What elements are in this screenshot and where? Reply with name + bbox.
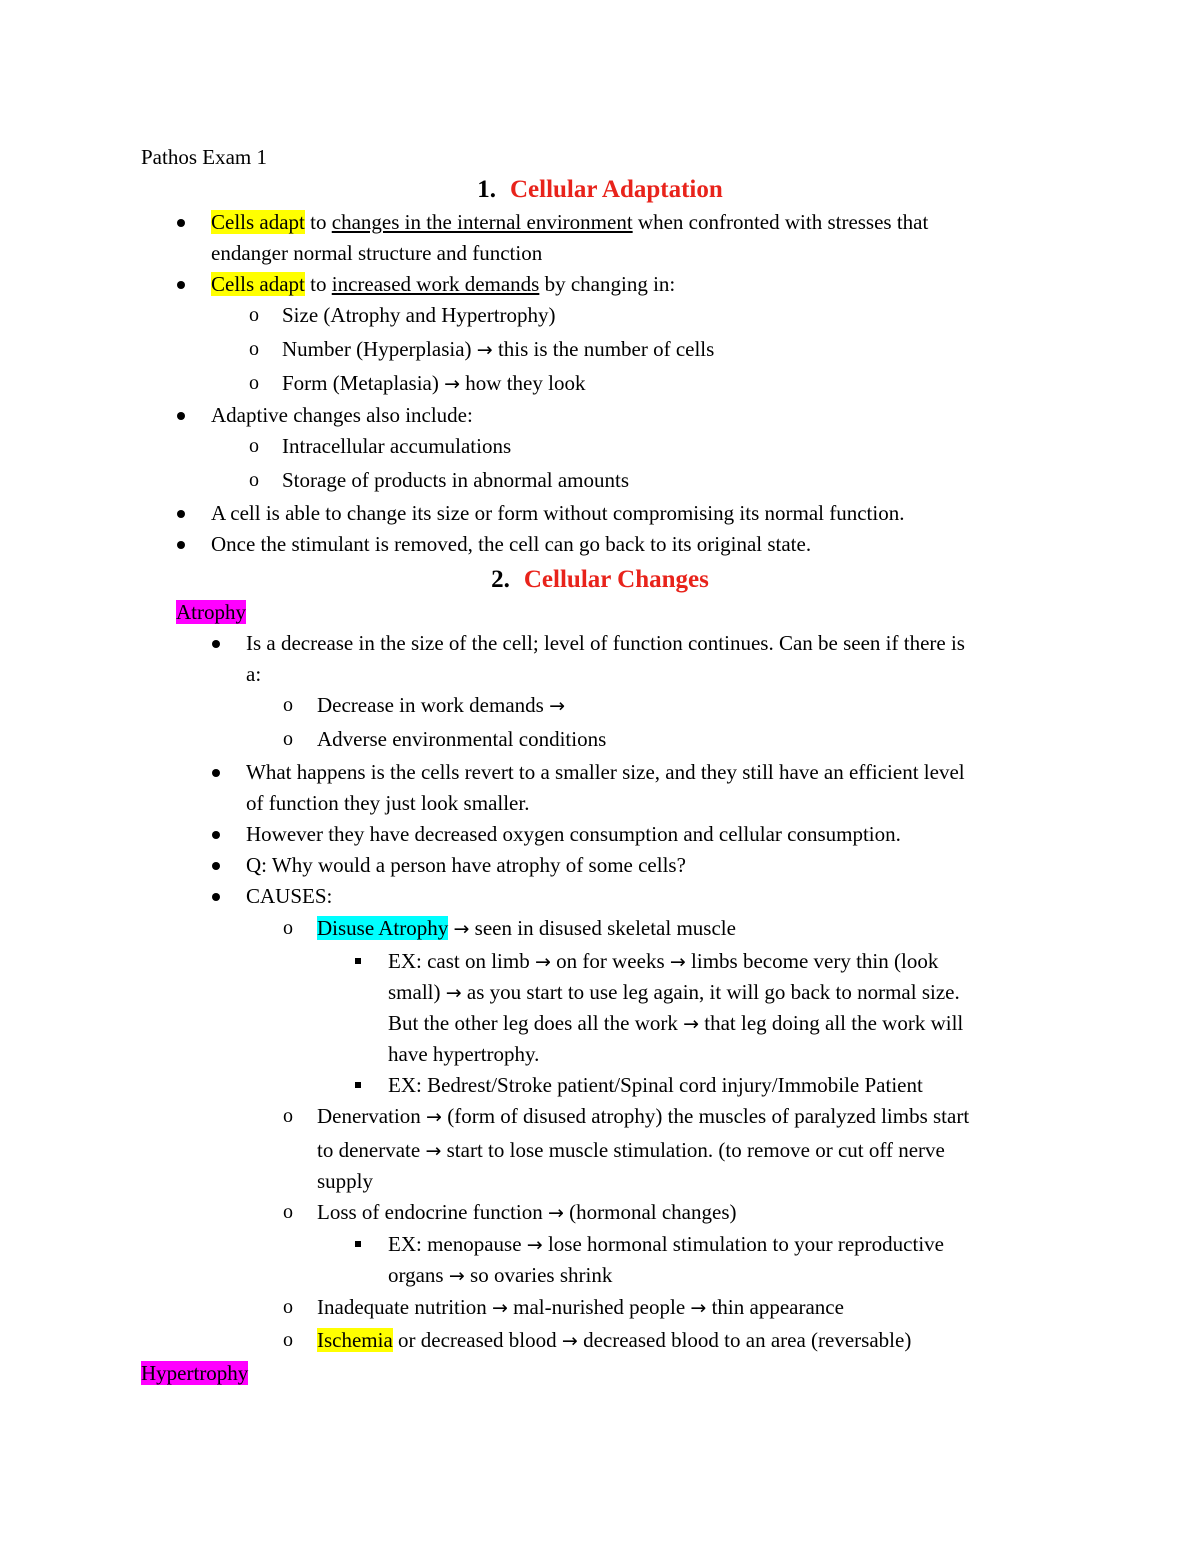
square-bullet-icon [355, 1082, 361, 1088]
list-item-continuation: a: [246, 662, 262, 686]
circle-bullet-icon: o [249, 435, 259, 457]
bullet-dot-icon [212, 640, 220, 648]
arrow-right-icon: → [561, 1330, 578, 1352]
circle-bullet-icon: o [283, 1329, 293, 1351]
square-bullet-icon [355, 1241, 361, 1247]
section-title: Cellular Changes [523, 566, 709, 593]
circle-bullet-icon: o [283, 728, 293, 750]
document-title: Pathos Exam 1 [141, 145, 267, 169]
list-item: Adaptive changes also include: [211, 403, 473, 427]
list-item-continuation: small) → as you start to use leg again, it will go back to normal size. [388, 980, 960, 1004]
subsection-label-hypertrophy: Hypertrophy [141, 1361, 249, 1385]
list-item: Disuse Atrophy → seen in disused skeletal muscle [317, 916, 736, 940]
arrow-right-icon: → [534, 951, 551, 973]
list-item-continuation: But the other leg does all the work → that leg doing all the work will [388, 1011, 964, 1035]
bullet-dot-icon [177, 281, 185, 289]
circle-bullet-icon: o [283, 694, 293, 716]
list-item-continuation: supply [317, 1169, 374, 1193]
arrow-right-icon: → [444, 373, 461, 395]
arrow-right-icon: → [690, 1297, 707, 1319]
arrow-right-icon: → [491, 1297, 508, 1319]
list-item: Q: Why would a person have atrophy of some cells? [246, 853, 686, 877]
list-item: Adverse environmental conditions [317, 727, 607, 751]
list-item: Ischemia or decreased blood → decreased blood to an area (reversable) [317, 1328, 912, 1352]
arrow-right-icon: → [426, 1106, 442, 1128]
list-item: A cell is able to change its size or form without compromising its normal function. [211, 501, 905, 525]
bullet-dot-icon [212, 831, 220, 839]
list-item: CAUSES: [246, 884, 333, 908]
arrow-right-icon: → [549, 695, 565, 717]
list-item: Decrease in work demands → [317, 693, 565, 717]
bullet-dot-icon [212, 769, 220, 777]
section-number: 1. [477, 176, 496, 203]
circle-bullet-icon: o [283, 1201, 293, 1223]
section-title: Cellular Adaptation [509, 176, 723, 203]
list-item: Cells adapt to changes in the internal environment when confronted with stresses that [211, 210, 929, 234]
list-item: Size (Atrophy and Hypertrophy) [282, 303, 556, 327]
arrow-right-icon: → [683, 1013, 700, 1035]
bullet-dot-icon [212, 893, 220, 901]
list-item: EX: menopause → lose hormonal stimulation to your reproductive [388, 1232, 944, 1256]
circle-bullet-icon: o [283, 1296, 293, 1318]
bullet-dot-icon [212, 862, 220, 870]
circle-bullet-icon: o [249, 469, 259, 491]
section-heading-cellular-adaptation [0, 174, 1200, 205]
list-item: Is a decrease in the size of the cell; level of function continues. Can be seen if there is [246, 631, 965, 655]
list-item: Denervation → (form of disused atrophy) the muscles of paralyzed limbs start [317, 1104, 970, 1128]
arrow-right-icon: → [547, 1202, 564, 1224]
list-item-continuation: endanger normal structure and function [211, 241, 543, 265]
list-item: Loss of endocrine function → (hormonal changes) [317, 1200, 737, 1224]
list-item: Inadequate nutrition → mal-nurished people → thin appearance [317, 1295, 844, 1319]
section-number: 2. [491, 566, 510, 593]
list-item: Cells adapt to increased work demands by changing in: [211, 272, 676, 296]
list-item: Storage of products in abnormal amounts [282, 468, 630, 492]
list-item: Once the stimulant is removed, the cell can go back to its original state. [211, 532, 812, 556]
arrow-right-icon: → [445, 982, 462, 1004]
arrow-right-icon: → [526, 1234, 543, 1256]
list-item: Form (Metaplasia) → how they look [282, 371, 586, 395]
bullet-dot-icon [177, 219, 185, 227]
list-item-continuation: to denervate → start to lose muscle stimulation. (to remove or cut off nerve [317, 1138, 945, 1162]
list-item-continuation: organs → so ovaries shrink [388, 1263, 613, 1287]
square-bullet-icon [355, 958, 361, 964]
list-item-continuation: of function they just look smaller. [246, 791, 530, 815]
arrow-right-icon: → [476, 339, 493, 361]
list-item: Intracellular accumulations [282, 434, 512, 458]
list-item: EX: cast on limb → on for weeks → limbs become very thin (look [388, 949, 939, 973]
list-item: EX: Bedrest/Stroke patient/Spinal cord injury/Immobile Patient [388, 1073, 923, 1097]
bullet-dot-icon [177, 412, 185, 420]
list-item: Number (Hyperplasia) → this is the number of cells [282, 337, 715, 361]
subsection-label-atrophy: Atrophy [176, 600, 246, 624]
arrow-right-icon: → [453, 918, 470, 940]
list-item: What happens is the cells revert to a smaller size, and they still have an efficient level [246, 760, 965, 784]
list-item-continuation: have hypertrophy. [388, 1042, 540, 1066]
bullet-dot-icon [177, 541, 185, 549]
arrow-right-icon: → [669, 951, 686, 973]
circle-bullet-icon: o [249, 338, 259, 360]
circle-bullet-icon: o [283, 1105, 293, 1127]
arrow-right-icon: → [448, 1265, 465, 1287]
bullet-dot-icon [177, 510, 185, 518]
circle-bullet-icon: o [249, 372, 259, 394]
circle-bullet-icon: o [283, 917, 293, 939]
arrow-right-icon: → [425, 1140, 442, 1162]
list-item: However they have decreased oxygen consumption and cellular consumption. [246, 822, 901, 846]
circle-bullet-icon: o [249, 304, 259, 326]
section-heading-cellular-changes [0, 564, 1200, 595]
